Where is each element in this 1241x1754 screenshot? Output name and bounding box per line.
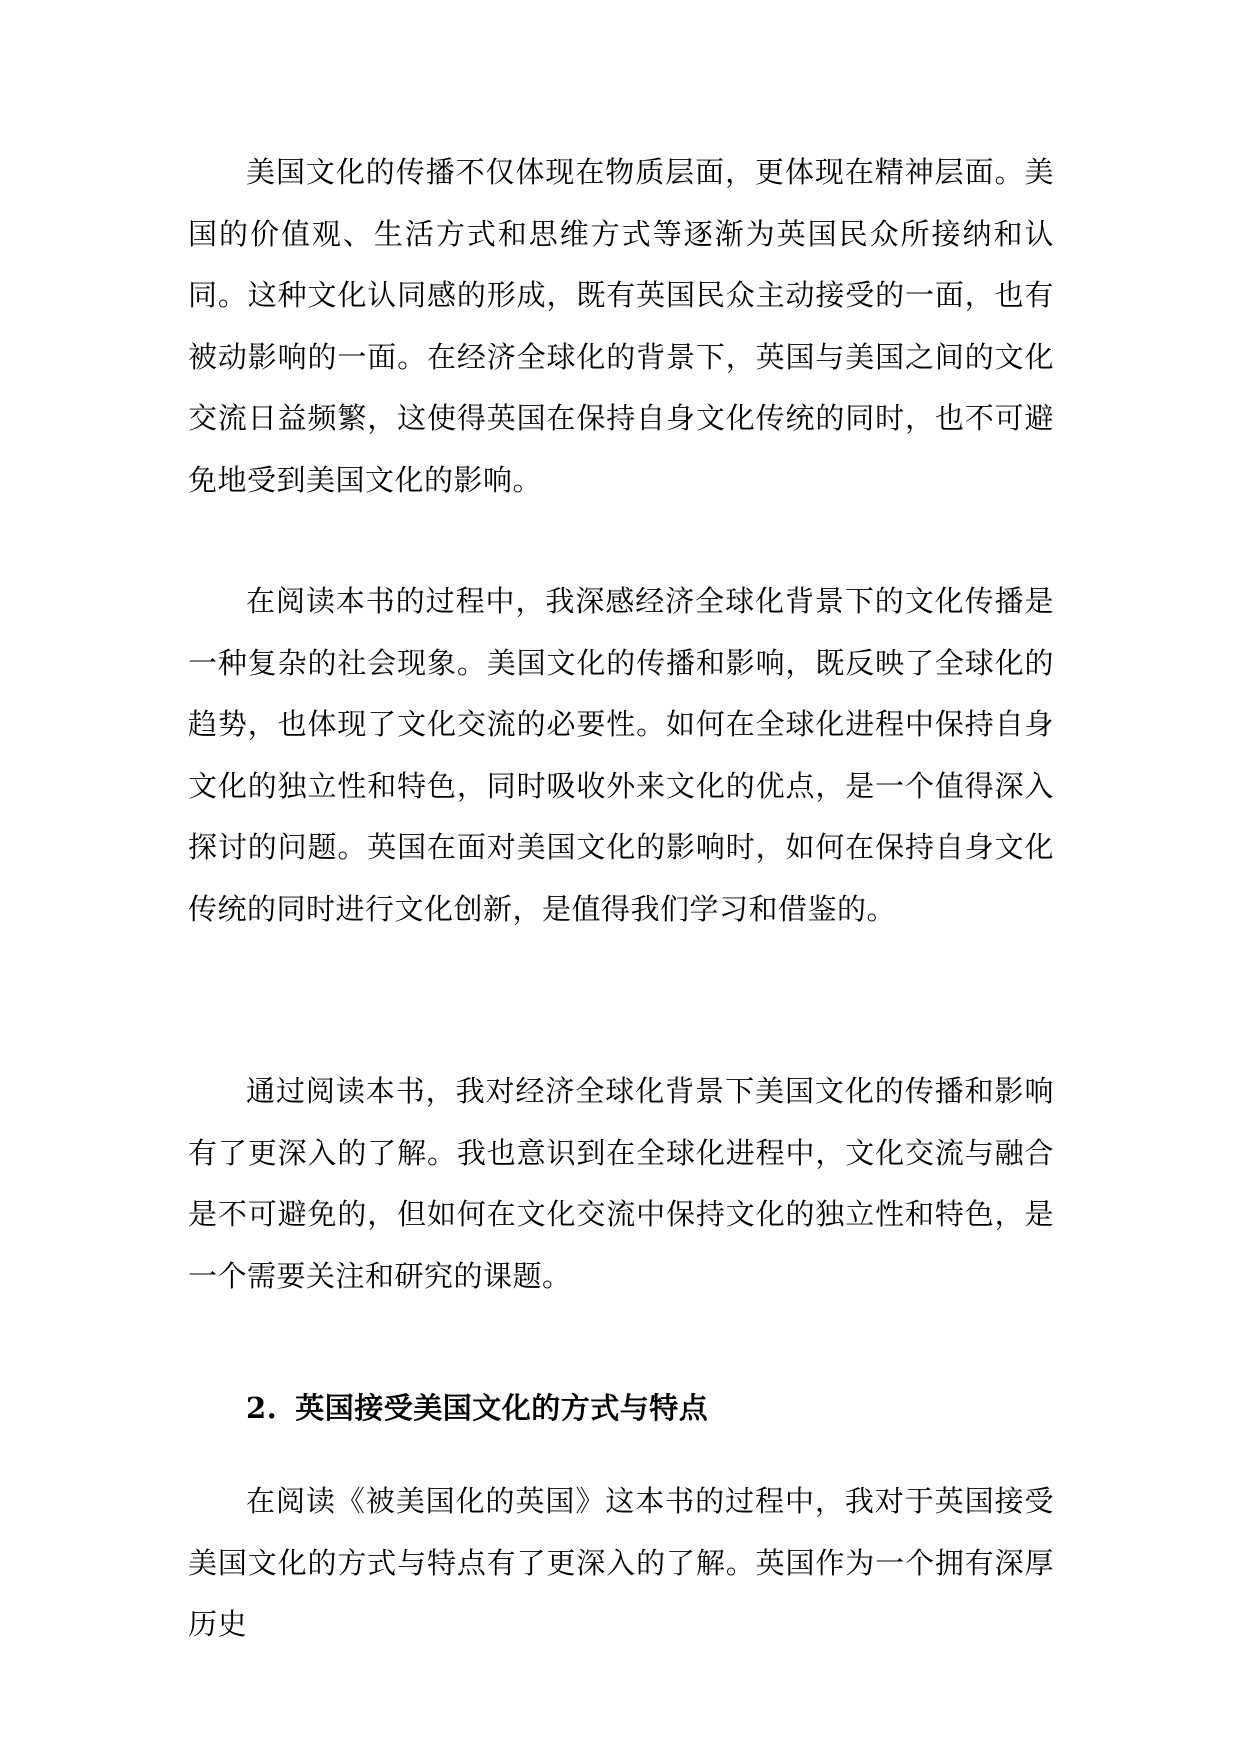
section-number: 2.: [246, 1391, 278, 1425]
section-title: 英国接受美国文化的方式与特点: [295, 1391, 709, 1425]
body-paragraph: 在阅读本书的过程中，我深感经济全球化背景下的文化传播是一种复杂的社会现象。美国文化的传播和影响，既反映了全球化的趋势，也体现了文化交流的必要性。如何在全球化进程中保持自身文化的独立性和特色，同时吸收外来文化的优点，是一个值得深入探讨的问题。英国在面对美国文化的影响时，如何在保持自身文化传统的同时进行文化创新，是值得我们学习和借鉴的。: [188, 584, 1054, 926]
body-paragraph: 在阅读《被美国化的英国》这本书的过程中，我对于英国接受美国文化的方式与特点有了更深入的了解。英国作为一个拥有深厚历史: [188, 1484, 1054, 1641]
body-paragraph: 美国文化的传播不仅体现在物质层面，更体现在精神层面。美国的价值观、生活方式和思维方式等逐渐为英国民众所接纳和认同。这种文化认同感的形成，既有英国民众主动接受的一面，也有被动影响的一面。在经济全球化的背景下，英国与美国之间的文化交流日益频繁，这使得英国在保持自身文化传统的同时，也不可避免地受到美国文化的影响。: [188, 155, 1054, 497]
body-paragraph: 通过阅读本书，我对经济全球化背景下美国文化的传播和影响有了更深入的了解。我也意识到在全球化进程中，文化交流与融合是不可避免的，但如何在文化交流中保持文化的独立性和特色，是一个需要关注和研究的课题。: [188, 1074, 1054, 1293]
section-heading: [246, 1388, 708, 1428]
